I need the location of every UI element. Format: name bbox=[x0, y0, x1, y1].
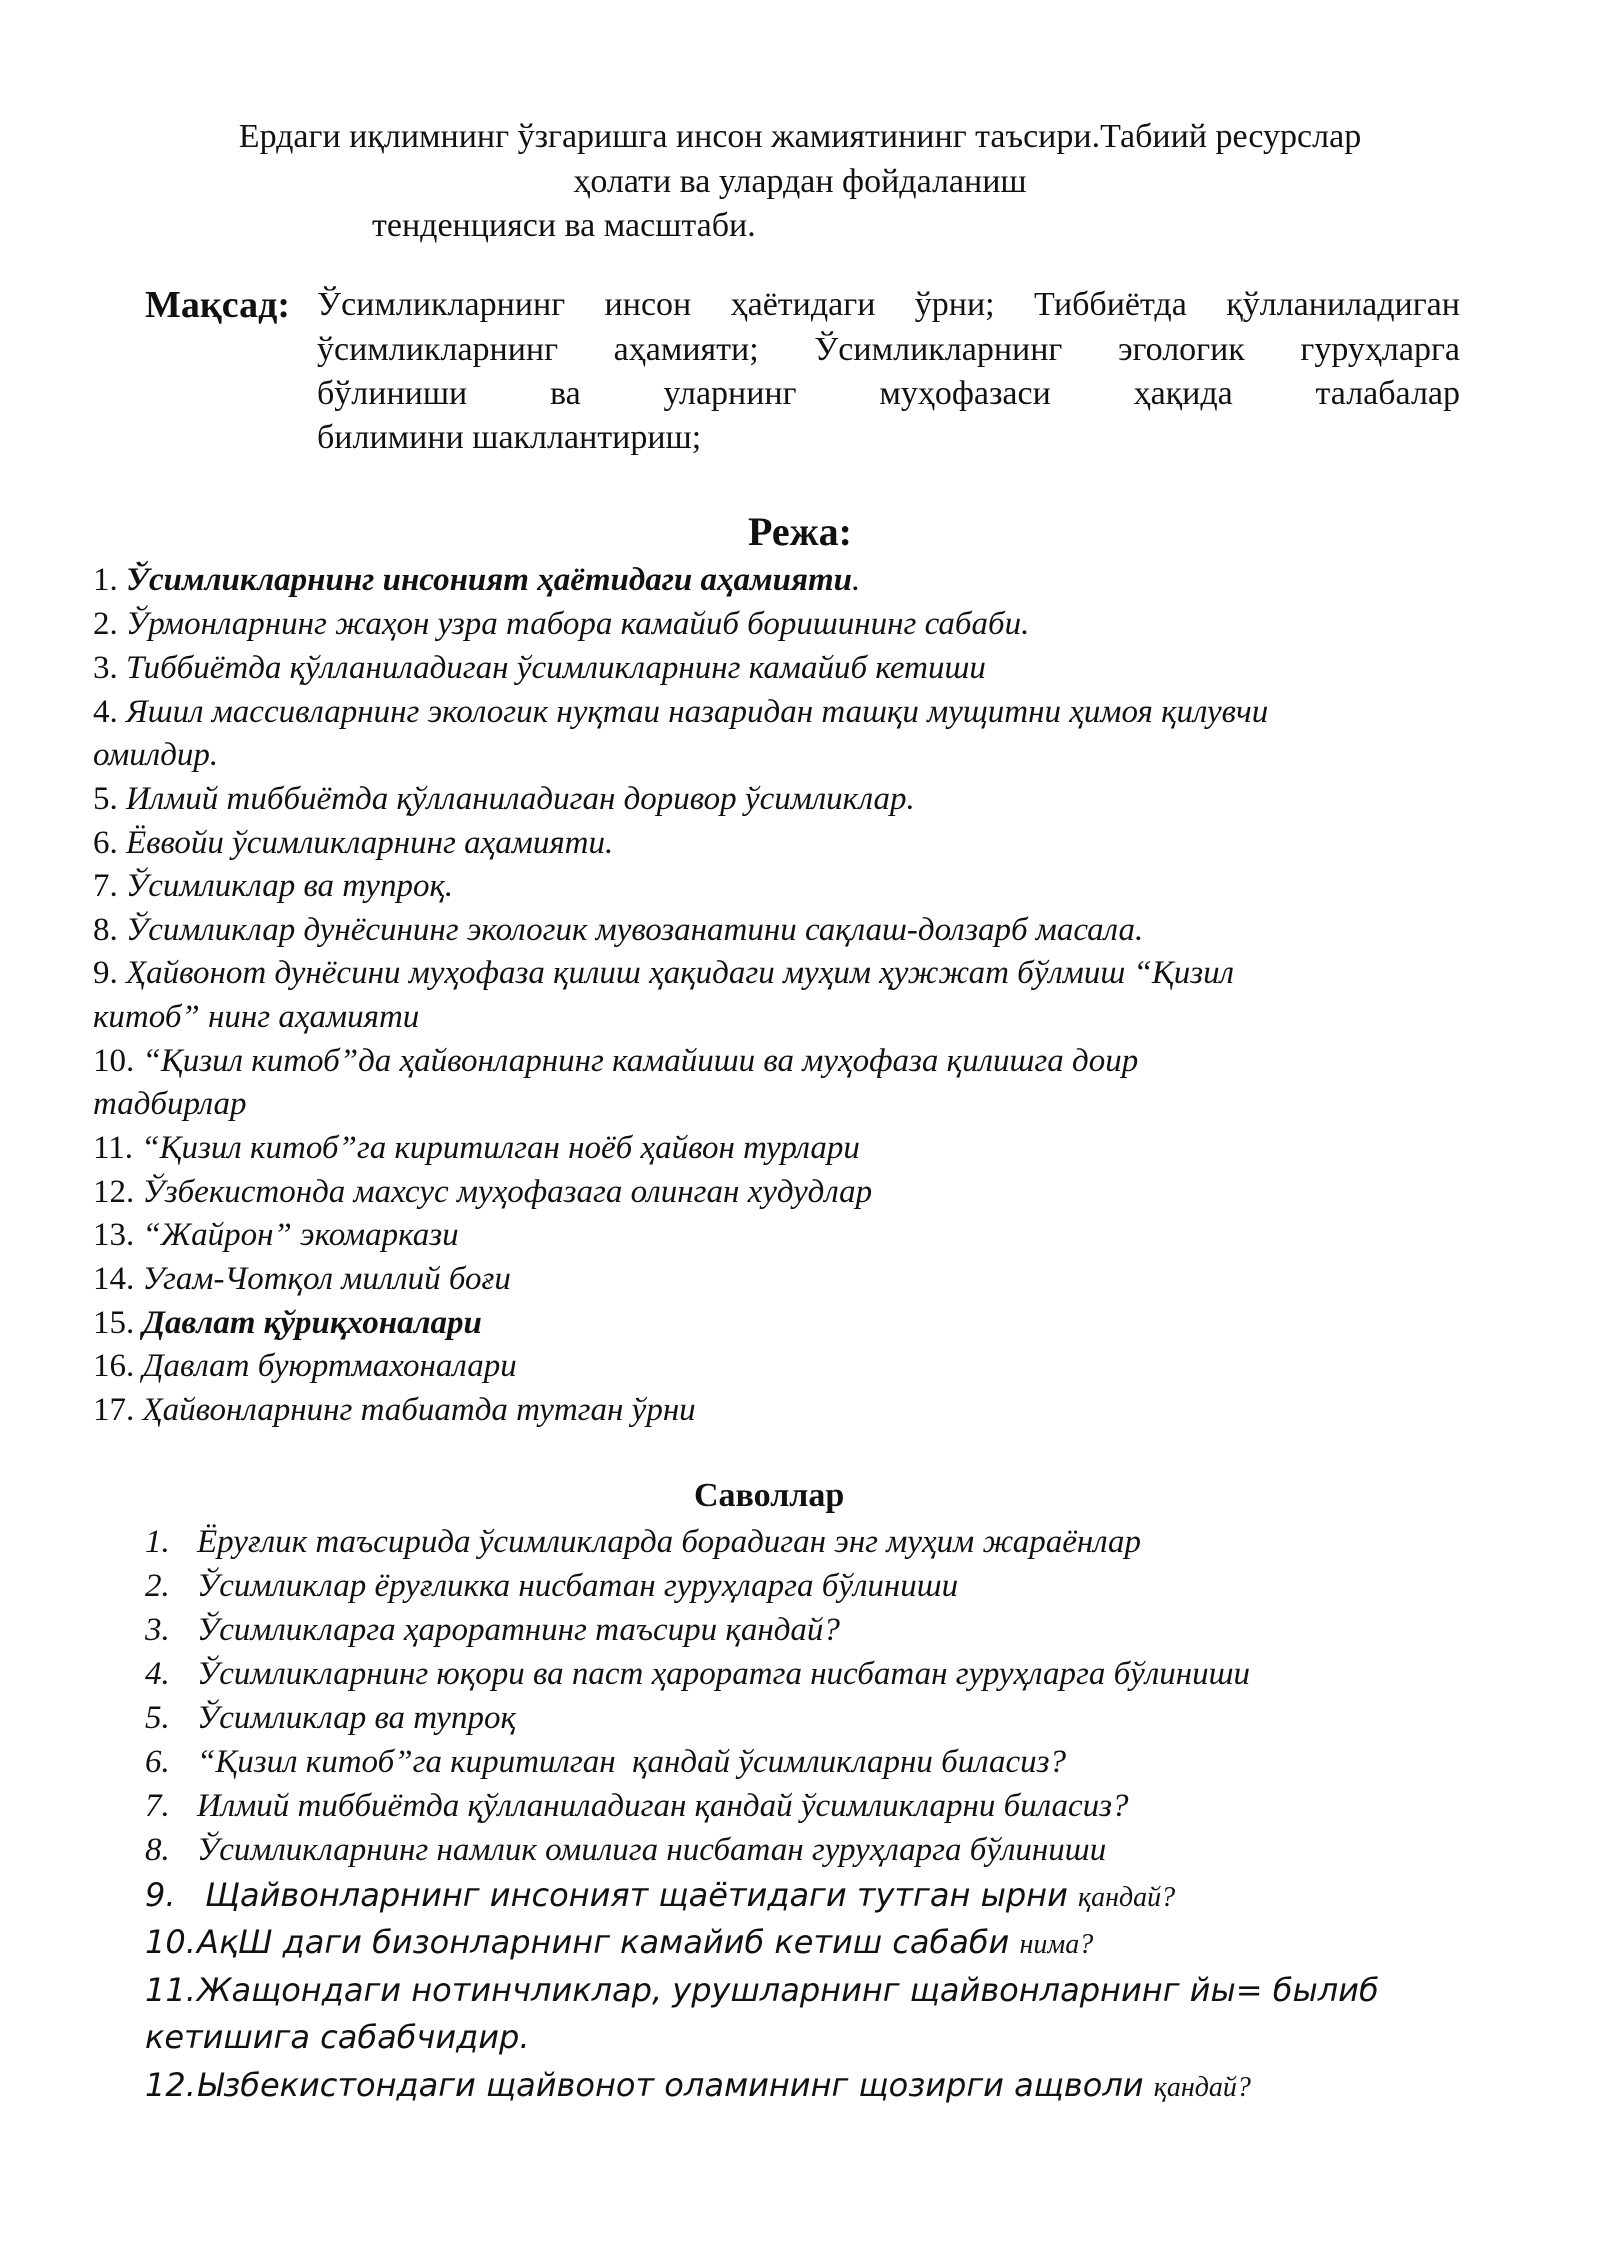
plan-item-number: 2. bbox=[93, 606, 118, 642]
plan-item-number: 4. bbox=[93, 694, 118, 730]
plan-item-text: Угам-Чотқол миллий боғи bbox=[142, 1261, 511, 1297]
question-number: 6. bbox=[145, 1744, 170, 1780]
goal-line-1 bbox=[317, 286, 1460, 324]
question-text: Ўсимликлар ва тупроқ bbox=[197, 1700, 516, 1736]
goal-word: бўлиниши bbox=[317, 375, 468, 412]
goal-line-4: билимини шакллантириш; bbox=[317, 419, 702, 456]
goal-word: аҳамияти; bbox=[613, 331, 759, 368]
plan-item-number: 1. bbox=[93, 562, 118, 598]
goal-word: Тиббиётда bbox=[1034, 286, 1187, 323]
question-number: 10. bbox=[145, 1923, 196, 1961]
question-continuation: кетишига сабабчидир. bbox=[145, 2018, 530, 2056]
plan-item-text: Ўсимликлар дунёсининг экологик мувозанатини сақлаш-долзарб масала. bbox=[126, 912, 1144, 948]
plan-item bbox=[93, 1174, 872, 1211]
plan-item-number: 6. bbox=[93, 825, 118, 861]
question-number: 3. bbox=[145, 1612, 170, 1648]
plan-item-text: Ҳайвонот дунёсини муҳофаза қилиш ҳақидаги муҳим ҳужжат бўлмиш “Қизил bbox=[126, 955, 1235, 991]
plan-item bbox=[93, 694, 1268, 731]
goal-word: ва bbox=[550, 375, 581, 412]
plan-item-number: 7. bbox=[93, 868, 118, 904]
plan-item bbox=[93, 1261, 511, 1298]
plan-item-number: 9. bbox=[93, 955, 118, 991]
plan-item-text: Ҳайвонларнинг табиатда тутган ўрни bbox=[142, 1392, 696, 1428]
questions-heading: Саволлар bbox=[694, 1477, 845, 1514]
plan-item bbox=[93, 1217, 459, 1254]
question-text: Ёруғлик таъсирида ўсимликларда борадиган энг муҳим жараёнлар bbox=[197, 1524, 1142, 1560]
question-number: 4. bbox=[145, 1656, 170, 1692]
plan-item-continuation: омилдир. bbox=[93, 737, 219, 773]
question-text: Ўсимликларнинг юқори ва паст ҳароратга нисбатан гуруҳларга бўлиниши bbox=[197, 1656, 1251, 1692]
plan-item bbox=[93, 825, 613, 862]
question-text-tail: қандай? bbox=[1153, 2072, 1251, 2103]
plan-item-number: 14. bbox=[93, 1261, 135, 1297]
plan-item-number: 5. bbox=[93, 781, 118, 817]
plan-item bbox=[93, 912, 1143, 949]
question-text: Жащондаги нотинчликлар, урушларнинг щайвонларнинг йы= былиб bbox=[197, 1971, 1379, 2009]
plan-item-text: Ўзбекистонда махсус муҳофазага олинган худудлар bbox=[142, 1174, 873, 1210]
question-text: “Қизил китоб”га киритилган қандай ўсимликларни биласиз? bbox=[197, 1744, 1067, 1780]
question-text: Ўсимликларга ҳароратнинг таъсири қандай? bbox=[197, 1612, 840, 1648]
question-text-tail: қандай? bbox=[1078, 1882, 1176, 1913]
question-text: Ўсимликларнинг намлик омилига нисбатан гуруҳларга бўлиниши bbox=[197, 1832, 1107, 1868]
page-title-line-1: Ердаги иқлимнинг ўзгаришга инсон жамиятининг таъсири.Табиий ресурслар bbox=[238, 118, 1362, 155]
plan-item bbox=[93, 781, 915, 818]
plan-item-number: 16. bbox=[93, 1348, 135, 1384]
plan-item bbox=[93, 562, 860, 599]
plan-heading: Режа: bbox=[748, 509, 852, 554]
goal-word: қўлланиладиган bbox=[1226, 286, 1460, 323]
question-number: 5. bbox=[145, 1700, 170, 1736]
plan-item-number: 11. bbox=[93, 1130, 134, 1166]
goal-word: Ўсимликларнинг bbox=[814, 331, 1063, 368]
goal-label: Мақсад: bbox=[145, 284, 290, 326]
plan-item-number: 15. bbox=[93, 1305, 135, 1341]
goal-word: ҳаётидаги bbox=[730, 286, 876, 323]
question-text-main: Ызбекистондаги щайвонот оламининг щозирги ащволи bbox=[197, 2066, 1144, 2104]
plan-item bbox=[93, 1130, 860, 1167]
question-number: 8. bbox=[145, 1832, 170, 1868]
question-number: 9. bbox=[145, 1876, 176, 1914]
plan-item bbox=[93, 868, 453, 905]
goal-word: ўрни; bbox=[914, 286, 995, 323]
plan-item-continuation: китоб” нинг аҳамияти bbox=[93, 999, 420, 1035]
goal-word: эгологик bbox=[1117, 331, 1245, 368]
plan-item-number: 13. bbox=[93, 1217, 135, 1253]
goal-line-3 bbox=[317, 375, 1460, 413]
question-text-tail: нима? bbox=[1019, 1929, 1094, 1960]
plan-item-number: 3. bbox=[93, 650, 118, 686]
question-text: Илмий тиббиётда қўлланиладиган қандай ўсимликларни биласиз? bbox=[197, 1788, 1129, 1824]
plan-item-text: Ўрмонларнинг жаҳон узра табора камайиб боришининг сабаби. bbox=[126, 606, 1030, 642]
goal-word: муҳофазаси bbox=[879, 375, 1051, 412]
question-number: 7. bbox=[145, 1788, 170, 1824]
plan-item bbox=[93, 1392, 696, 1429]
plan-item bbox=[93, 606, 1029, 643]
plan-item bbox=[93, 955, 1234, 992]
question-text-main: Щайвонларнинг инсоният щаётидаги тутган ырни bbox=[205, 1876, 1068, 1914]
plan-item bbox=[93, 1348, 517, 1385]
question-number: 2. bbox=[145, 1568, 170, 1604]
plan-item-text: Илмий тиббиётда қўлланиладиган доривор ўсимликлар. bbox=[126, 781, 915, 817]
goal-line-2 bbox=[317, 331, 1460, 369]
goal-word: уларнинг bbox=[663, 375, 797, 412]
plan-item-text: “Жайрон” экомаркази bbox=[142, 1217, 459, 1253]
plan-item-text: Яшил массивларнинг экологик нуқтаи назаридан ташқи мущитни ҳимоя қилувчи bbox=[126, 694, 1269, 730]
plan-item bbox=[93, 1305, 482, 1342]
plan-item-number: 12. bbox=[93, 1174, 135, 1210]
plan-item-text: Ўсимликлар ва тупроқ. bbox=[126, 868, 454, 904]
plan-item-text: “Қизил китоб”да ҳайвонларнинг камайиши ва муҳофаза қилишга доир bbox=[142, 1043, 1139, 1079]
plan-item bbox=[93, 1043, 1138, 1080]
plan-item-tail: . bbox=[852, 562, 861, 598]
plan-item-continuation: тадбирлар bbox=[93, 1086, 247, 1122]
question-number: 1. bbox=[145, 1524, 170, 1560]
plan-item bbox=[93, 650, 986, 687]
plan-item-text: “Қизил китоб”га киритилган ноёб ҳайвон турлари bbox=[141, 1130, 860, 1166]
question-text bbox=[205, 1876, 1175, 1914]
plan-item-number: 8. bbox=[93, 912, 118, 948]
plan-item-text: Давлат қўриқхоналари bbox=[142, 1305, 482, 1341]
question-number: 12. bbox=[145, 2066, 196, 2104]
page-title-line-3: тенденцияси ва масштаби. bbox=[372, 207, 756, 244]
goal-word: инсон bbox=[604, 286, 692, 323]
question-text bbox=[197, 2066, 1251, 2104]
plan-item-text: Ўсимликларнинг инсоният ҳаётидаги аҳамияти bbox=[126, 562, 852, 598]
question-number: 11. bbox=[145, 1971, 196, 2009]
goal-word: гуруҳларга bbox=[1300, 331, 1460, 368]
goal-word: ўсимликларнинг bbox=[317, 331, 559, 368]
goal-word: талабалар bbox=[1315, 375, 1460, 412]
page-title-line-2: ҳолати ва улардан фойдаланиш bbox=[573, 163, 1027, 200]
goal-word: ҳақида bbox=[1133, 375, 1233, 412]
plan-item-number: 17. bbox=[93, 1392, 135, 1428]
plan-item-number: 10. bbox=[93, 1043, 135, 1079]
question-text-main: АқШ даги бизонларнинг камайиб кетиш сабаби bbox=[197, 1923, 1010, 1961]
plan-item-text: Тиббиётда қўлланиладиган ўсимликларнинг камайиб кетиши bbox=[126, 650, 986, 686]
plan-item-text: Давлат буюртмахоналари bbox=[142, 1348, 517, 1384]
plan-item-text: Ёввойи ўсимликларнинг аҳамияти. bbox=[126, 825, 614, 861]
question-text bbox=[197, 1923, 1093, 1961]
goal-word: Ўсимликларнинг bbox=[317, 286, 566, 323]
question-text: Ўсимликлар ёруғликка нисбатан гуруҳларга бўлиниши bbox=[197, 1568, 959, 1604]
